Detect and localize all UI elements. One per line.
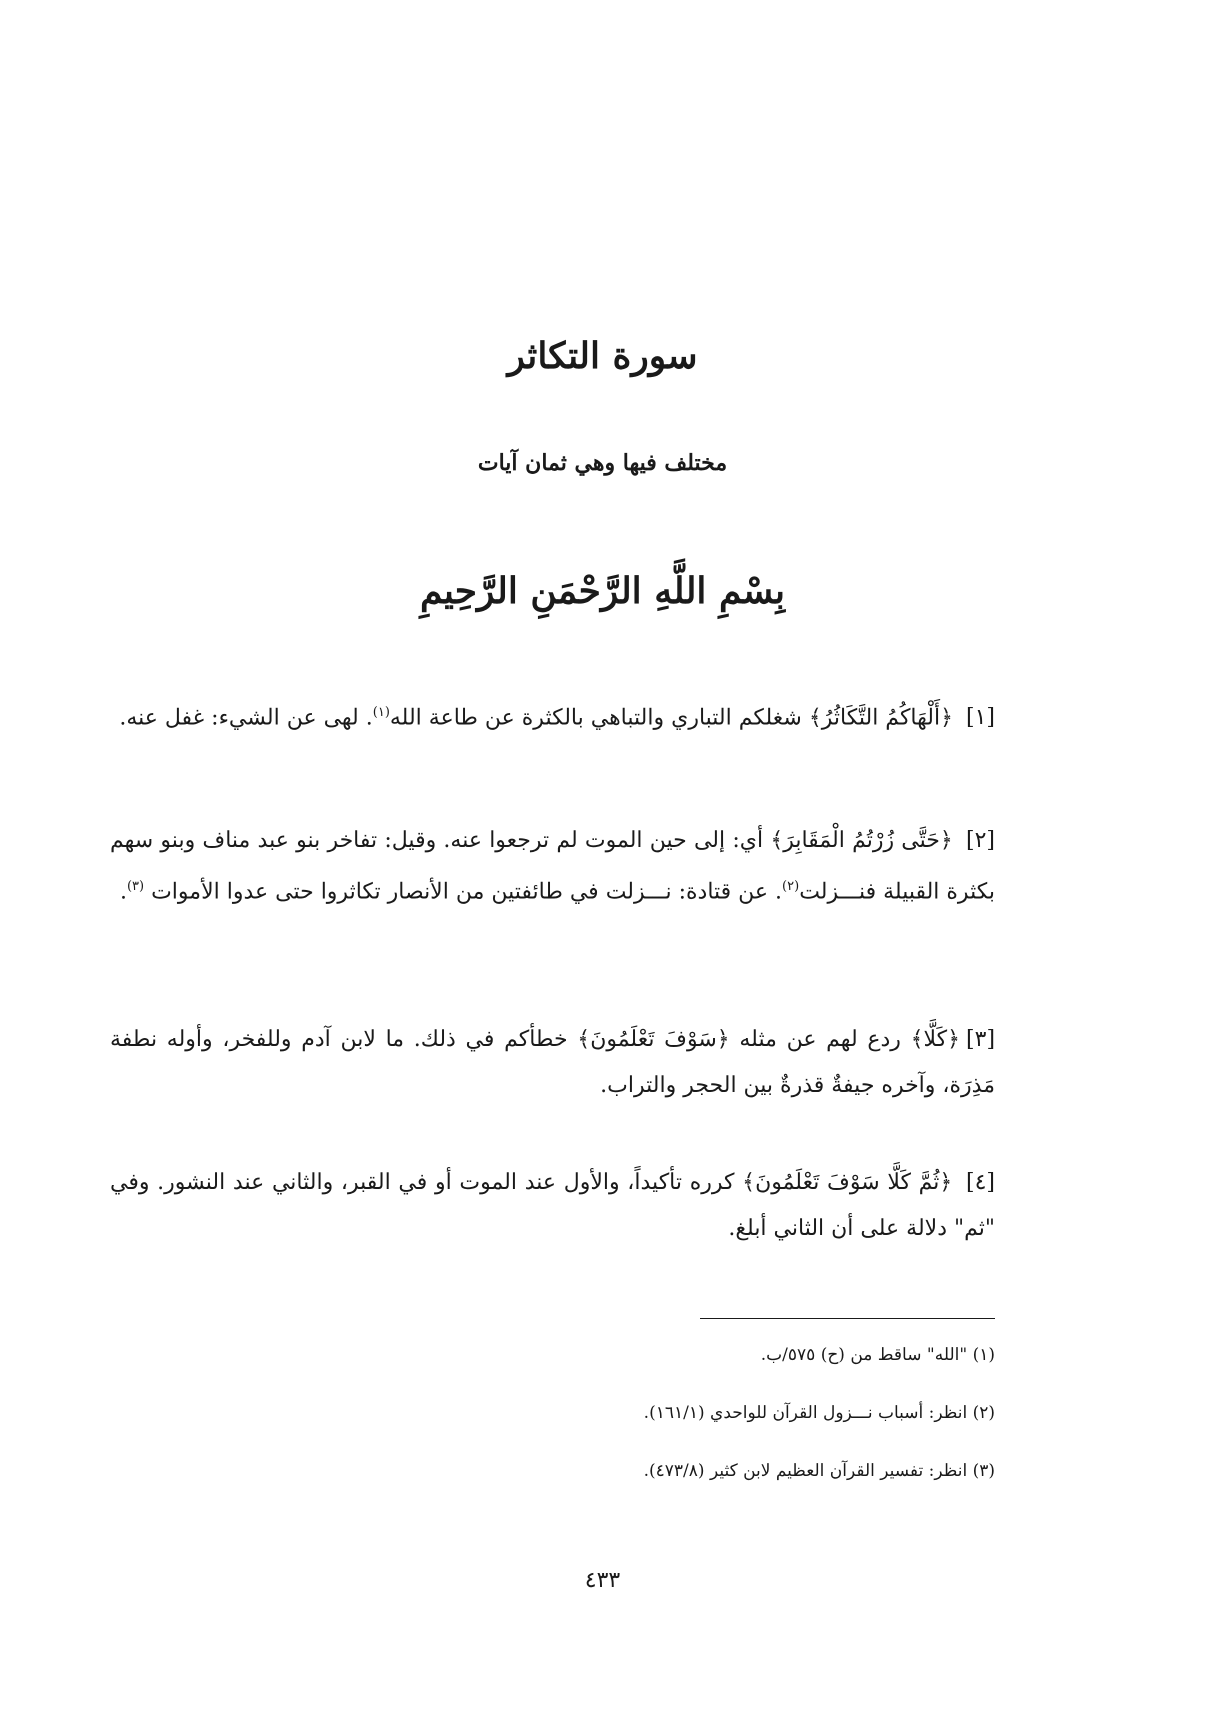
- footnote-1: (١) "الله" ساقط من (ح) ٥٧٥/ب.: [760, 1345, 995, 1365]
- verse-number: [٣]: [966, 1027, 996, 1052]
- verse-paragraph-4: [110, 1160, 995, 1252]
- commentary-text: أي: إلى حين الموت لم ترجعوا عنه. وقيل: تفاخر بنو عبد مناف وبنو سهم بكثرة القبيلة فنـــزلت: [110, 828, 995, 905]
- verse-number: [١]: [965, 705, 995, 731]
- verse-number: [٢]: [966, 828, 996, 853]
- commentary-text: شغلكم التباري والتباهي بالكثرة عن طاعة الله: [389, 705, 802, 731]
- quran-quote: ﴿كَلَّا﴾: [910, 1027, 961, 1052]
- commentary-text: خطأكم في ذلك. ما لابن آدم وللفخر، وأوله نطفة مَذِرَة، وآخره جيفةٌ قذرةٌ بين الحجر والتراب.: [110, 1027, 995, 1098]
- footnote-ref: (١): [372, 705, 390, 720]
- footnote-ref: (٣): [126, 879, 145, 894]
- commentary-text: ردع لهم عن مثله: [739, 1027, 901, 1052]
- page-number: ٤٣٣: [584, 1568, 621, 1593]
- commentary-text: كرره تأكيداً، والأول عند الموت أو في القبر، والثاني عند النشور. وفي "ثم" دلالة على أن الثاني أبلغ.: [110, 1170, 995, 1241]
- verse-paragraph-2: [110, 818, 995, 915]
- verse-paragraph-1: [110, 690, 995, 741]
- commentary-text: . لهى عن الشيء: غفل عنه.: [119, 705, 373, 731]
- quran-quote: ﴿أَلْهَاكُمُ التَّكَاثُرُ﴾: [808, 705, 953, 731]
- surah-title: سورة التكاثر: [507, 335, 698, 377]
- footnote-divider: [700, 1318, 995, 1319]
- basmala: بِسْمِ اللَّهِ الرَّحْمَنِ الرَّحِيمِ: [419, 570, 786, 612]
- footnote-3: (٣) انظر: تفسير القرآن العظيم لابن كثير (٤٧٣/٨).: [643, 1461, 995, 1481]
- commentary-text: . عن قتادة: نـــزلت في طائفتين من الأنصار تكاثروا حتى عدوا الأموات: [151, 879, 783, 905]
- verse-number: [٤]: [965, 1170, 995, 1195]
- verse-paragraph-3: [110, 1017, 995, 1109]
- commentary-text: .: [119, 879, 127, 905]
- quran-quote: ﴿ثُمَّ كَلَّا سَوْفَ تَعْلَمُونَ﴾: [742, 1170, 953, 1195]
- quran-quote: ﴿حَتَّى زُرْتُمُ الْمَقَابِرَ﴾: [770, 828, 953, 853]
- footnote-ref: (٢): [782, 879, 800, 894]
- quran-quote: ﴿سَوْفَ تَعْلَمُونَ﴾: [577, 1027, 730, 1052]
- footnote-2: (٢) انظر: أسباب نـــزول القرآن للواحدي (١٦١/١).: [643, 1403, 995, 1423]
- surah-subtitle: مختلف فيها وهي ثمان آيات: [477, 450, 728, 476]
